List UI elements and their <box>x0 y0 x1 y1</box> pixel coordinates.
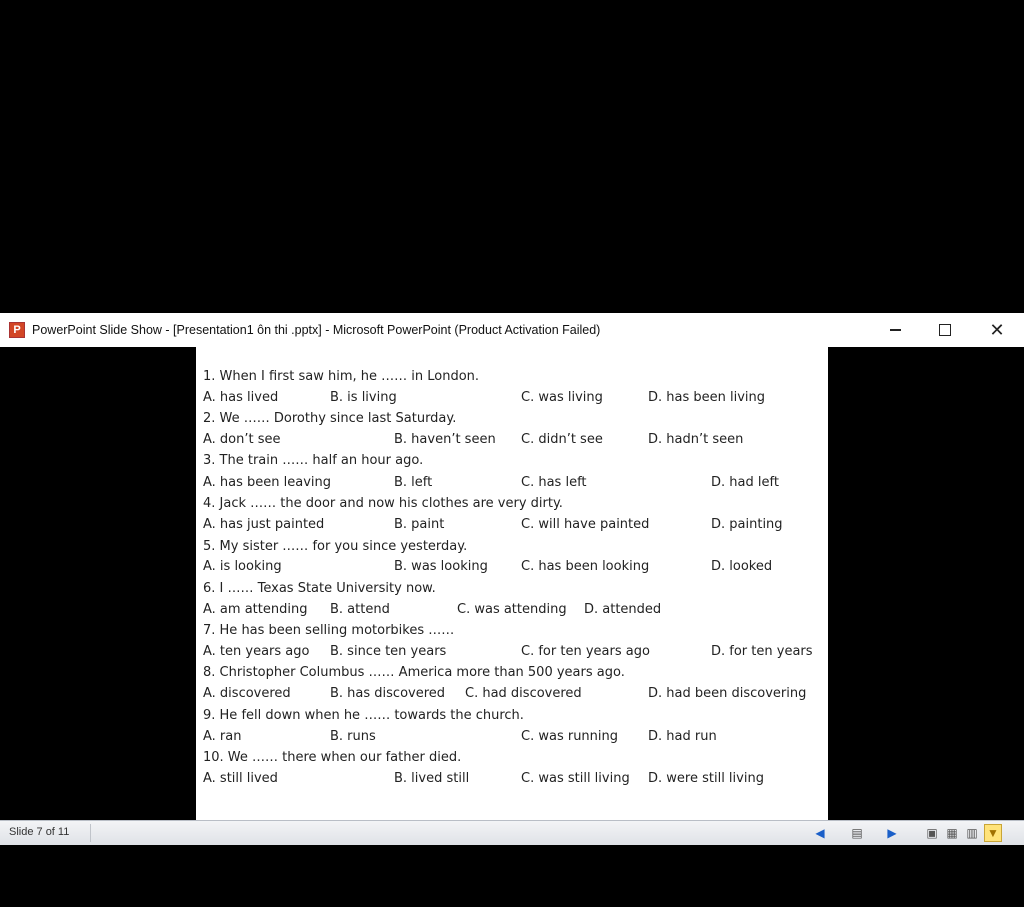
minimize-icon <box>890 329 901 330</box>
slide-show-icon[interactable]: ▼ <box>984 824 1002 842</box>
normal-view-icon[interactable]: ▣ <box>926 826 938 840</box>
slide-sorter-icon[interactable]: ▦ <box>946 826 958 840</box>
option-10a: A. still lived <box>203 771 278 786</box>
option-5b: B. was looking <box>394 559 488 574</box>
option-3a: A. has been leaving <box>203 475 332 490</box>
option-4c: C. will have painted <box>521 517 650 532</box>
question-7: 7. He has been selling motorbikes …… <box>203 623 455 638</box>
option-3b: B. left <box>394 475 433 490</box>
option-2b: B. haven’t seen <box>394 432 496 447</box>
close-button[interactable] <box>974 313 1020 347</box>
option-9a: A. ran <box>203 729 242 744</box>
option-1a: A. has lived <box>203 390 279 405</box>
close-icon: ✕ <box>989 319 1005 340</box>
option-6c: C. was attending <box>457 602 567 617</box>
option-9c: C. was running <box>521 729 619 744</box>
status-bar <box>0 820 1024 845</box>
option-10d: D. were still living <box>648 771 764 786</box>
option-7b: B. since ten years <box>330 644 447 659</box>
option-4b: B. paint <box>394 517 445 532</box>
question-8: 8. Christopher Columbus …… America more than 500 years ago. <box>203 665 625 680</box>
option-7d: D. for ten years <box>711 644 813 659</box>
option-1d: D. has been living <box>648 390 766 405</box>
next-slide-icon[interactable]: ▶ <box>887 826 897 840</box>
option-8c: C. had discovered <box>465 686 582 701</box>
option-10b: B. lived still <box>394 771 470 786</box>
option-1c: C. was living <box>521 390 603 405</box>
maximize-icon <box>939 324 951 336</box>
question-4: 4. Jack …… the door and now his clothes are very dirty. <box>203 496 563 511</box>
option-7c: C. for ten years ago <box>521 644 650 659</box>
option-6b: B. attend <box>330 602 390 617</box>
slide-counter: Slide 7 of 11 <box>9 826 70 838</box>
option-10c: C. was still living <box>521 771 630 786</box>
title-bar <box>0 313 1024 347</box>
question-6: 6. I …… Texas State University now. <box>203 581 436 596</box>
powerpoint-icon: P <box>9 322 25 338</box>
option-7a: A. ten years ago <box>203 644 310 659</box>
option-4a: A. has just painted <box>203 517 325 532</box>
option-8d: D. had been discovering <box>648 686 807 701</box>
option-2c: C. didn’t see <box>521 432 603 447</box>
option-5d: D. looked <box>711 559 773 574</box>
option-5c: C. has been looking <box>521 559 650 574</box>
option-8a: A. discovered <box>203 686 291 701</box>
option-9d: D. had run <box>648 729 717 744</box>
window-title: PowerPoint Slide Show - [Presentation1 ôn thi .pptx] - Microsoft PowerPoint (Product Activation Failed) <box>32 323 601 337</box>
question-1: 1. When I first saw him, he …… in London. <box>203 369 480 384</box>
maximize-button[interactable] <box>922 313 968 347</box>
reading-view-icon[interactable]: ▥ <box>966 826 978 840</box>
minimize-button[interactable] <box>872 313 918 347</box>
status-separator <box>90 824 91 842</box>
option-2d: D. hadn’t seen <box>648 432 744 447</box>
question-2: 2. We …… Dorothy since last Saturday. <box>203 411 457 426</box>
option-8b: B. has discovered <box>330 686 446 701</box>
option-3c: C. has left <box>521 475 587 490</box>
option-1b: B. is living <box>330 390 397 405</box>
question-10: 10. We …… there when our father died. <box>203 750 462 765</box>
screen-letterbox <box>0 845 1024 907</box>
question-5: 5. My sister …… for you since yesterday. <box>203 539 468 554</box>
option-3d: D. had left <box>711 475 779 490</box>
question-9: 9. He fell down when he …… towards the church. <box>203 708 524 723</box>
slide-canvas[interactable] <box>196 347 828 820</box>
option-9b: B. runs <box>330 729 376 744</box>
option-6d: D. attended <box>584 602 662 617</box>
question-3: 3. The train …… half an hour ago. <box>203 453 424 468</box>
option-6a: A. am attending <box>203 602 308 617</box>
notes-icon[interactable]: ▤ <box>851 826 863 840</box>
option-5a: A. is looking <box>203 559 282 574</box>
previous-slide-icon[interactable]: ◀ <box>815 826 825 840</box>
option-4d: D. painting <box>711 517 783 532</box>
option-2a: A. don’t see <box>203 432 281 447</box>
